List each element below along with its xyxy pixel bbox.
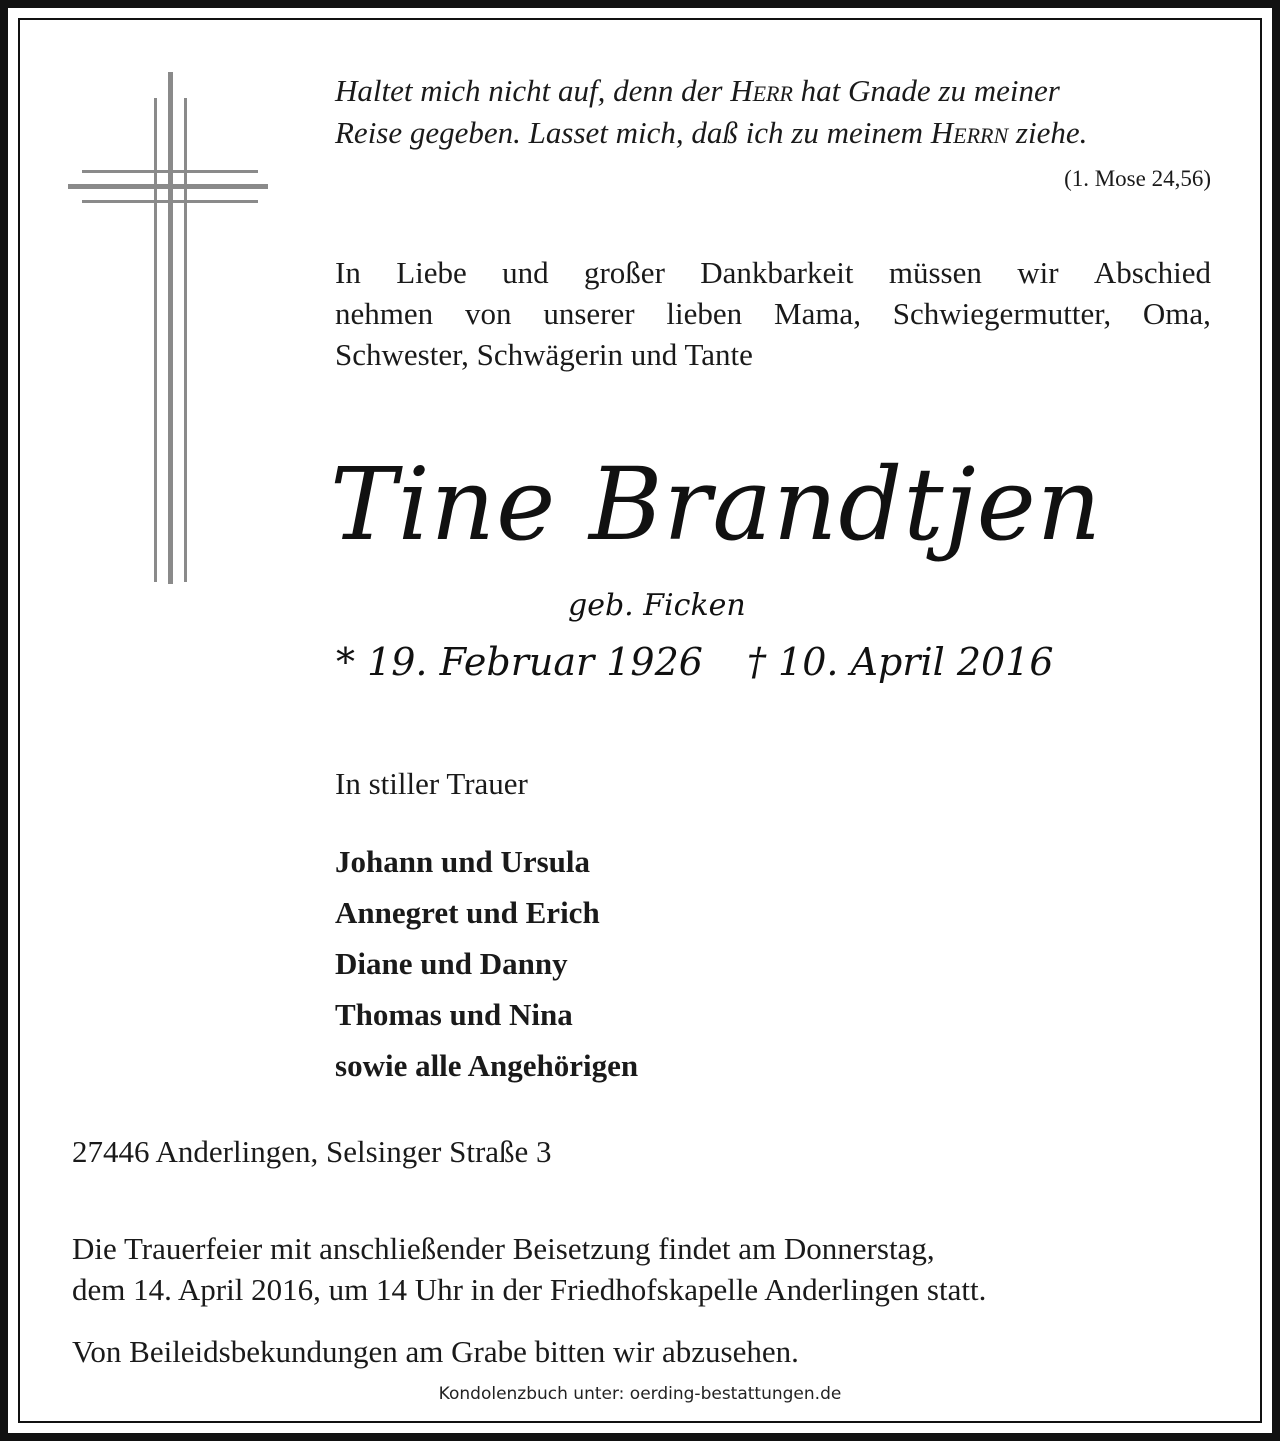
intro-word: Abschied [1093,255,1211,290]
verse-line-1: Haltet mich nicht auf, denn der Herr hat Gnade zu meiner [335,73,1060,108]
intro-word: und [502,255,549,290]
cross-icon [68,72,268,584]
intro-word: unserer [543,296,635,331]
mourner-item: sowie alle Angehörigen [335,1048,639,1083]
maiden-name: geb. Ficken [568,588,746,623]
mourner-item: Diane und Danny [335,946,568,981]
condolence-book-link[interactable]: Kondolenzbuch unter: oerding-bestattungen.de [438,1384,842,1404]
intro-word: müssen [888,255,982,290]
intro-word: Oma, [1142,296,1211,331]
verse-reference: (1. Mose 24,56) [1064,166,1211,191]
intro-word: Liebe [396,255,467,290]
ceremony-details [72,1228,986,1310]
intro-line-2 [335,293,1211,334]
birth-date: * 19. Februar 1926 [336,640,703,684]
intro-word: großer [583,255,665,290]
verse-line-2: Reise gegeben. Lasset mich, daß ich zu meinem Herrn ziehe. [335,115,1088,150]
bible-verse [335,70,1211,154]
death-date: † 10. April 2016 [746,640,1054,684]
verse-lord-2: Herrn [930,115,1009,150]
intro-word: wir [1017,255,1059,290]
intro-word: Mama, [774,296,861,331]
intro-word: nehmen [335,296,434,331]
ceremony-line-1: Die Trauerfeier mit anschließender Beisetzung findet am Donnerstag, [72,1231,935,1266]
mourners-list [335,836,638,1091]
intro-paragraph [335,252,1211,375]
verse-lord-1: Herr [730,73,793,108]
intro-word: Schwiegermutter, [892,296,1112,331]
mourner-item: Johann und Ursula [335,844,591,879]
mourner-item: Thomas und Nina [335,997,573,1032]
deceased-name: Tine Brandtjen [330,446,1103,563]
intro-word: lieben [666,296,743,331]
ceremony-line-2: dem 14. April 2016, um 14 Uhr in der Friedhofskapelle Anderlingen statt. [72,1272,987,1307]
intro-line-3: Schwester, Schwägerin und Tante [335,337,753,372]
intro-word: von [464,296,512,331]
mourner-item: Annegret und Erich [335,895,600,930]
intro-word: Dankbarkeit [700,255,854,290]
family-address: 27446 Anderlingen, Selsinger Straße 3 [72,1134,552,1169]
condolence-note: Von Beileidsbekundungen am Grabe bitten wir abzusehen. [72,1334,799,1369]
intro-line-1 [335,252,1211,293]
mourning-line: In stiller Trauer [335,766,528,801]
intro-word: In [335,255,361,290]
life-dates [336,640,1054,684]
